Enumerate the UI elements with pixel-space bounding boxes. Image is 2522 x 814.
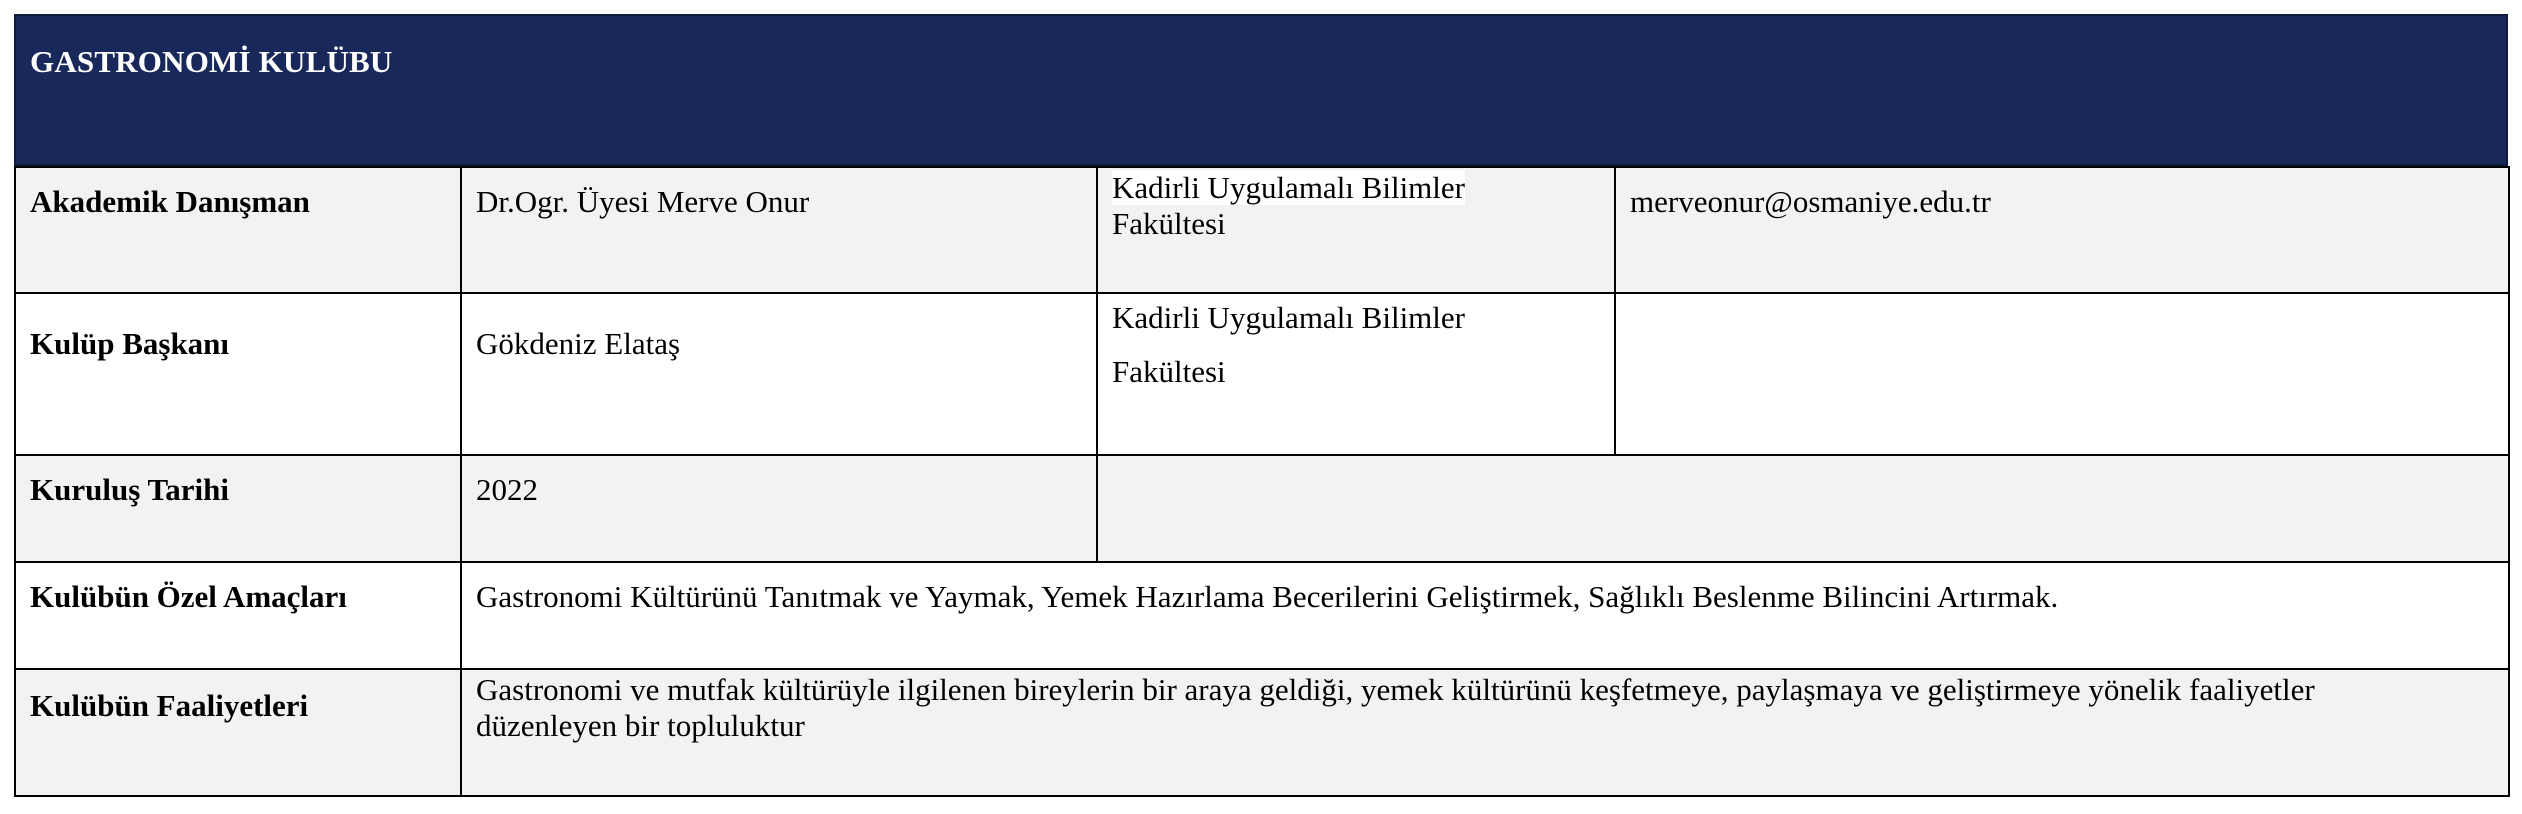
goals-value: Gastronomi Kültürünü Tanıtmak ve Yaymak, Yemek Hazırlama Becerilerini Geliştirmek, Sağlıklı Beslenme Bilincini Artırmak. [461,562,2509,669]
president-faculty-line2: Fakültesi [1112,354,1226,389]
president-name: Gökdeniz Elataş [461,293,1097,455]
activities-value-line2: düzenleyen bir topluluktur [476,708,805,743]
table-row-advisor [15,167,2509,293]
advisor-label: Akademik Danışman [15,167,461,293]
table-row-goals [15,562,2509,669]
advisor-name: Dr.Ogr. Üyesi Merve Onur [461,167,1097,293]
activities-label: Kulübün Faaliyetleri [15,669,461,796]
advisor-faculty-line2: Fakültesi [1112,206,1226,241]
advisor-faculty-line1: Kadirli Uygulamalı Bilimler [1112,170,1465,205]
table-row-president [15,293,2509,455]
founded-value: 2022 [461,455,1097,562]
club-info-table [14,166,2510,797]
table-row-activities [15,669,2509,796]
advisor-email: merveonur@osmaniye.edu.tr [1615,167,2509,293]
president-faculty [1097,293,1615,455]
president-label: Kulüp Başkanı [15,293,461,455]
president-email [1615,293,2509,455]
table-row-founded [15,455,2509,562]
goals-label: Kulübün Özel Amaçları [15,562,461,669]
founded-label: Kuruluş Tarihi [15,455,461,562]
advisor-faculty [1097,167,1615,293]
activities-value-line1: Gastronomi ve mutfak kültürüyle ilgilenen bireylerin bir araya geldiği, yemek kültürünü keşfetmeye, paylaşmaya ve geliştirmeye yönelik faaliyetler [476,672,2315,707]
header-banner [14,14,2508,166]
page-title: GASTRONOMİ KULÜBU [30,44,393,79]
activities-value [461,669,2509,796]
founded-empty-cell [1097,455,2509,562]
club-info-sheet [14,14,2508,797]
president-faculty-line1: Kadirli Uygulamalı Bilimler [1112,300,1465,335]
